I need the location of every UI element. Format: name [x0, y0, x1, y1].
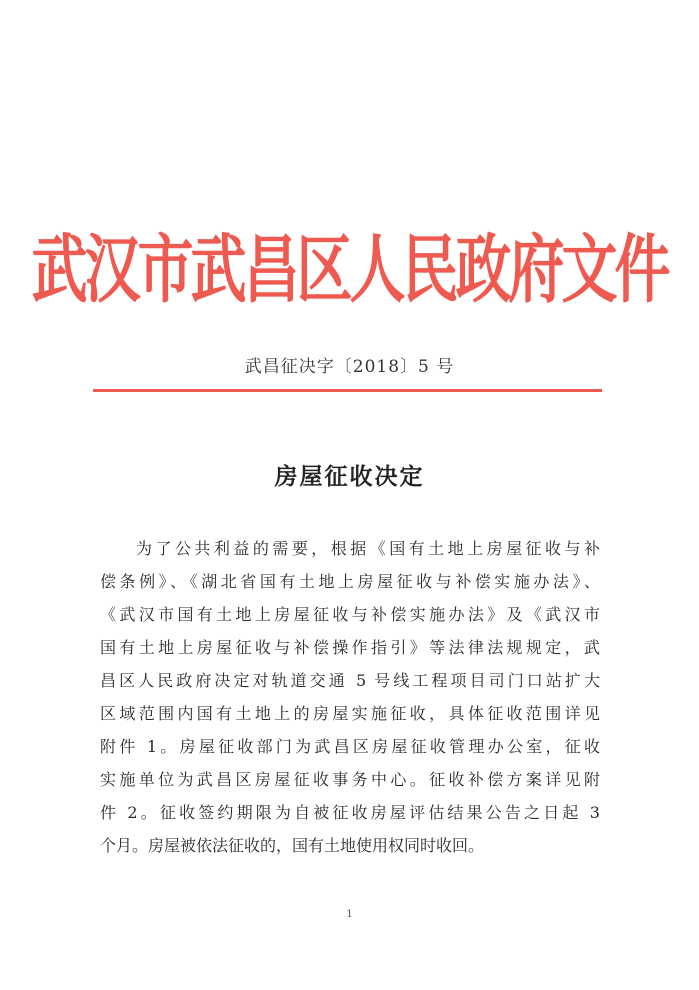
- body-line: 附件 1。房屋征收部门为武昌区房屋征收管理办公室，征收: [100, 737, 600, 756]
- red-divider-line: [93, 389, 602, 392]
- body-line: 件 2。征收签约期限为自被征收房屋评估结果公告之日起 3: [100, 803, 600, 822]
- body-line: 昌区人民政府决定对轨道交通 5 号线工程项目司门口站扩大: [100, 671, 600, 690]
- body-line: 偿条例》、《湖北省国有土地上房屋征收与补偿实施办法》、: [100, 572, 600, 591]
- body-line: 个月。房屋被依法征收的，国有土地使用权同时收回。: [100, 836, 485, 855]
- body-line: 《武汉市国有土地上房屋征收与补偿实施办法》及《武汉市: [100, 605, 600, 624]
- body-line: 区域范围内国有土地上的房屋实施征收，具体征收范围详见: [100, 704, 600, 723]
- document-title: 房屋征收决定: [274, 463, 425, 490]
- body-line: 实施单位为武昌区房屋征收事务中心。征收补偿方案详见附: [100, 770, 600, 789]
- body-line: 为了公共利益的需要，根据《国有土地上房屋征收与补: [136, 539, 600, 558]
- body-text: [100, 532, 600, 862]
- masthead-title: 武汉市武昌区人民政府文件: [31, 227, 668, 314]
- body-line: 国有土地上房屋征收与补偿操作指引》等法律法规规定，武: [100, 638, 600, 657]
- document-number: 武昌征决字〔2018〕5 号: [244, 357, 455, 377]
- page-number: 1: [346, 909, 353, 920]
